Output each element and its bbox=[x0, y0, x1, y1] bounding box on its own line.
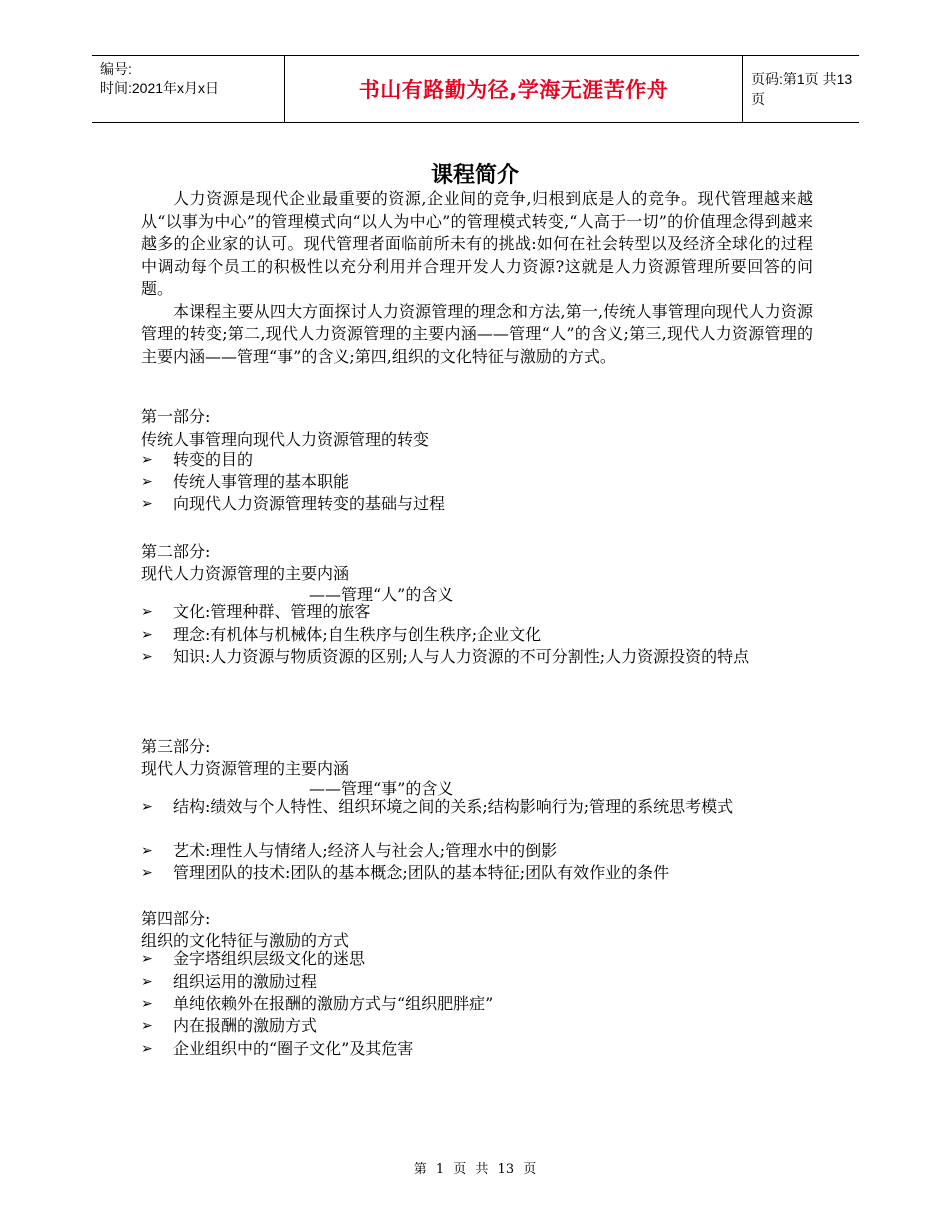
arrow-bullet-icon: ➢ bbox=[141, 452, 153, 468]
arrow-bullet-icon: ➢ bbox=[141, 627, 153, 643]
number-label: 编号: bbox=[100, 61, 132, 77]
arrow-bullet-icon: ➢ bbox=[141, 951, 153, 967]
header-meta bbox=[92, 56, 284, 122]
page-info: 页码:第1页 共13页 bbox=[751, 71, 853, 107]
list-item: ➢ 理念:有机体与机械体;自生秩序与创生秩序;企业文化 bbox=[141, 624, 811, 647]
list-item: ➢ 组织运用的激励过程 bbox=[141, 971, 811, 994]
intro-paragraph-2: 本课程主要从四大方面探讨人力资源管理的理念和方法,第一,传统人事管理向现代人力资源管理的转变;第二,现代人力资源管理的主要内涵——管理“人”的含义;第三,现代人力资源管理的主要内涵——管理“事”的含义;第四,组织的文化特征与激励的方式。 bbox=[141, 301, 813, 366]
arrow-bullet-icon: ➢ bbox=[141, 649, 153, 665]
part4-label: 第四部分: bbox=[141, 909, 211, 928]
list-item: ➢ 知识:人力资源与物质资源的区别;人与人力资源的不可分割性;人力资源投资的特点 bbox=[141, 646, 811, 669]
intro-paragraph-1: 人力资源是现代企业最重要的资源,企业间的竞争,归根到底是人的竞争。现代管理越来越从“以事为中心”的管理模式向“以人为中心”的管理模式转变,“人高于一切”的价值理念得到越来越多的企业家的认可。现代管理者面临前所未有的挑战:如何在社会转型以及经济全球化的过程中调动每个员工的积极性以充分利用并合理开发人力资源?这就是人力资源管理所要回答的问题。 bbox=[141, 189, 813, 298]
arrow-bullet-icon: ➢ bbox=[141, 799, 153, 815]
part1-title: 传统人事管理向现代人力资源管理的转变 bbox=[141, 430, 430, 449]
part4-title: 组织的文化特征与激励的方式 bbox=[141, 931, 350, 950]
list-item: ➢ 传统人事管理的基本职能 bbox=[141, 471, 811, 494]
page-header bbox=[92, 55, 859, 123]
page-footer: 第 1 页 共 13 页 bbox=[413, 1162, 537, 1177]
arrow-bullet-icon: ➢ bbox=[141, 865, 153, 881]
time-label: 时间:2021年x月x日 bbox=[100, 80, 220, 96]
motto: 书山有路勤为径,学海无涯苦作舟 bbox=[358, 78, 669, 102]
arrow-bullet-icon: ➢ bbox=[141, 474, 153, 490]
part2-title: 现代人力资源管理的主要内涵 bbox=[141, 564, 350, 583]
list-item: ➢ 内在报酬的激励方式 bbox=[141, 1015, 811, 1038]
part2-subtitle: ——管理“人”的含义 bbox=[309, 585, 454, 604]
list-item: ➢ 结构:绩效与个人特性、组织环境之间的关系;结构影响行为;管理的系统思考模式 bbox=[141, 796, 811, 819]
part3-title: 现代人力资源管理的主要内涵 bbox=[141, 759, 350, 778]
arrow-bullet-icon: ➢ bbox=[141, 1018, 153, 1034]
list-item: ➢ 企业组织中的“圈子文化”及其危害 bbox=[141, 1038, 811, 1061]
arrow-bullet-icon: ➢ bbox=[141, 843, 153, 859]
arrow-bullet-icon: ➢ bbox=[141, 496, 153, 512]
list-item: ➢ 单纯依赖外在报酬的激励方式与“组织肥胖症” bbox=[141, 993, 811, 1016]
header-motto-cell bbox=[284, 56, 743, 122]
part2-label: 第二部分: bbox=[141, 542, 211, 561]
list-item: ➢ 转变的目的 bbox=[141, 449, 811, 472]
part3-label: 第三部分: bbox=[141, 737, 211, 756]
arrow-bullet-icon: ➢ bbox=[141, 974, 153, 990]
arrow-bullet-icon: ➢ bbox=[141, 1041, 153, 1057]
list-item: ➢ 金字塔组织层级文化的迷思 bbox=[141, 948, 811, 971]
list-item: ➢ 文化:管理种群、管理的旅客 bbox=[141, 601, 811, 624]
list-item: ➢ 向现代人力资源管理转变的基础与过程 bbox=[141, 493, 811, 516]
arrow-bullet-icon: ➢ bbox=[141, 604, 153, 620]
list-item: ➢ 管理团队的技术:团队的基本概念;团队的基本特征;团队有效作业的条件 bbox=[141, 862, 811, 885]
header-page-cell bbox=[742, 56, 859, 122]
arrow-bullet-icon: ➢ bbox=[141, 996, 153, 1012]
part3-subtitle: ——管理“事”的含义 bbox=[309, 779, 454, 798]
list-item: ➢ 艺术:理性人与情绪人;经济人与社会人;管理水中的倒影 bbox=[141, 840, 811, 863]
intro-section bbox=[141, 188, 813, 368]
page-title: 课程简介 bbox=[430, 163, 519, 188]
part1-label: 第一部分: bbox=[141, 407, 211, 426]
